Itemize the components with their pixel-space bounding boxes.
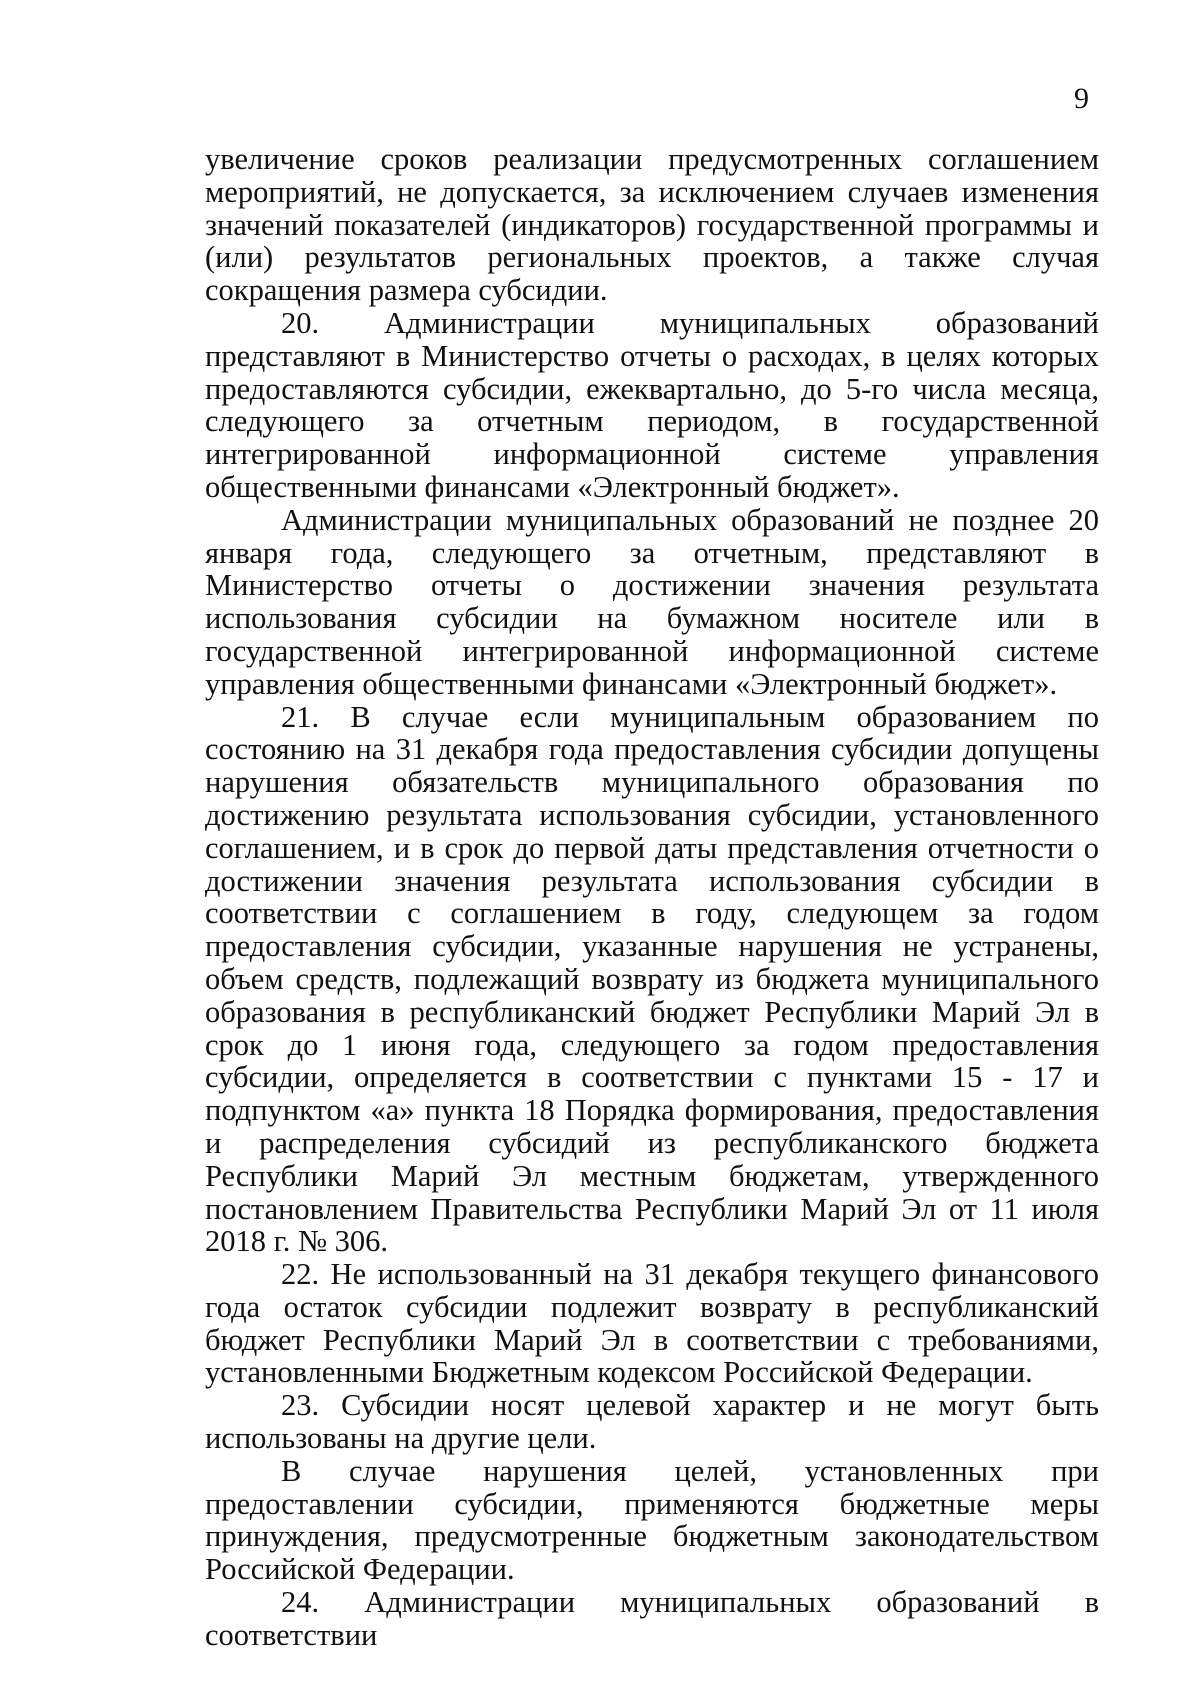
paragraph-23-violation: В случае нарушения целей, установленных при предоставлении субсидии, применяются бюджетные меры принуждения, предусмотренные бюджетным законодательством Российской Федерации.	[205, 1453, 1099, 1587]
paragraph-21: 21. В случае если муниципальным образованием по состоянию на 31 декабря года предоставления субсидии допущены нарушения обязательств муниципального образования по достижению результата использования субсидии, установленного соглашением, и в срок до первой даты представления отчетности о достижении значения результата использования субсидии в соответствии с соглашением в году, следующем за годом предоставления субсидии, указанные нарушения не устранены, объем средств, подлежащий возврату из бюджета муниципального образования в республиканский бюджет Республики Марий Эл в срок до 1 июня года, следующего за годом предоставления субсидии, определяется в соответствии с пунктами 15 - 17 и подпунктом «а» пункта 18 Порядка формирования, предоставления и распределения субсидий из республиканского бюджета Республики Марий Эл местным бюджетам, утвержденного постановлением Правительства Республики Марий Эл от 11 июля 2018 г. № 306.	[205, 699, 1099, 1259]
paragraph-22: 22. Не использованный на 31 декабря текущего финансового года остаток субсидии подлежит возврату в республиканский бюджет Республики Марий Эл в соответствии с требованиями, установленными Бюджетным кодексом Российской Федерации.	[205, 1257, 1099, 1390]
paragraph-20-annual-report: Администрации муниципальных образований не позднее 20 января года, следующего за отчетным, представляют в Министерство отчеты о достижении значения результата использования субсидии на бумажном носителе или в государственной интегрированной информационной системе управления общественными финансами «Электронный бюджет».	[205, 502, 1099, 701]
paragraph-continuation: увеличение сроков реализации предусмотренных соглашением мероприятий, не допускается, за исключением случаев изменения значений показателей (индикаторов) государственной программы и (или) результатов региональных проектов, а также случая сокращения размера субсидии.	[205, 142, 1099, 308]
paragraph-20: 20. Администрации муниципальных образований представляют в Министерство отчеты о расходах, в целях которых предоставляются субсидии, ежеквартально, до 5-го числа месяца, следующего за отчетным периодом, в государственной интегрированной информационной системе управления общественными финансами «Электронный бюджет».	[205, 305, 1099, 504]
paragraph-23: 23. Субсидии носят целевой характер и не могут быть использованы на другие цели.	[205, 1388, 1099, 1456]
document-body	[205, 143, 1099, 1652]
page-number: 9	[1074, 82, 1089, 115]
paragraph-24: 24. Администрации муниципальных образований в соответствии	[205, 1585, 1099, 1652]
